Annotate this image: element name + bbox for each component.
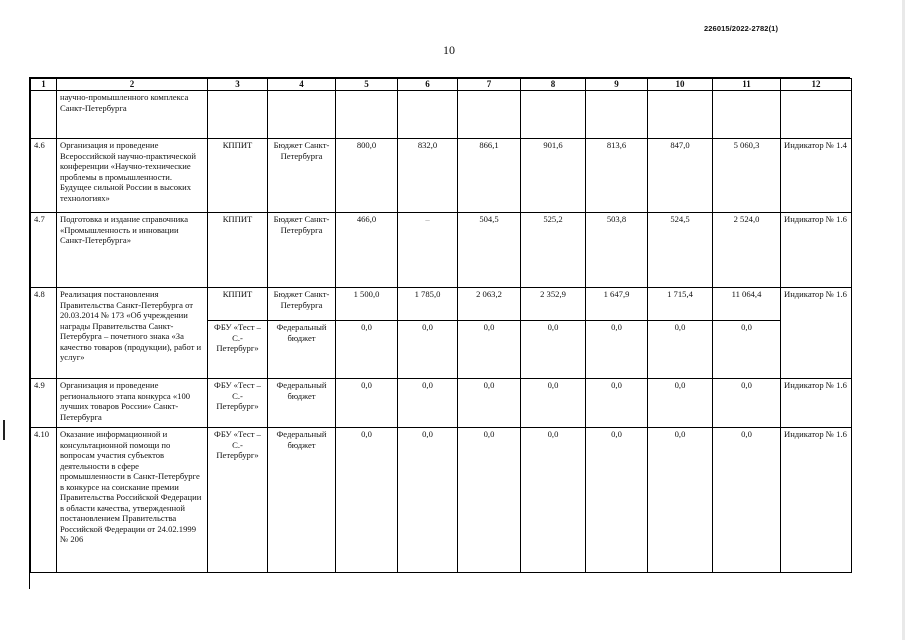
indicator: Индикатор № 1.6 [781, 379, 852, 428]
value-col8: 0,0 [521, 379, 586, 428]
activity-name: Подготовка и издание справочника «Промышленность и инновации Санкт-Петербурга» [57, 213, 208, 288]
row-number: 4.6 [31, 139, 57, 213]
value-col7: 2 063,2 [458, 288, 521, 321]
executor: ФБУ «Тест – С.-Петербург» [208, 379, 268, 428]
value-col5: 1 500,0 [336, 288, 398, 321]
value-col10: 524,5 [648, 213, 713, 288]
value-col7: 0,0 [458, 321, 521, 379]
value-col6: 0,0 [398, 379, 458, 428]
scan-margin-mark [3, 420, 5, 440]
value-col6 [398, 91, 458, 139]
table-row [31, 428, 852, 573]
table-row [31, 139, 852, 213]
header-cell: 10 [648, 79, 713, 91]
value-col9: 813,6 [586, 139, 648, 213]
executor: ФБУ «Тест – С.-Петербург» [208, 428, 268, 573]
program-table-container [29, 77, 850, 589]
row-number: 4.10 [31, 428, 57, 573]
indicator: Индикатор № 1.6 [781, 288, 852, 379]
activity-name: Реализация постановления Правительства Санкт-Петербурга от 20.03.2014 № 173 «Об учреждении награды Правительства Санкт-Петербурга – почетного знака «За качество товаров (продукции), работ и услуг» [57, 288, 208, 379]
executor [208, 91, 268, 139]
value-col8: 0,0 [521, 321, 586, 379]
indicator: Индикатор № 1.6 [781, 213, 852, 288]
value-total: 0,0 [713, 428, 781, 573]
value-col10: 0,0 [648, 379, 713, 428]
value-col6: 0,0 [398, 428, 458, 573]
funding-source: Федеральный бюджет [268, 428, 336, 573]
funding-source: Бюджет Санкт-Петербурга [268, 288, 336, 321]
value-col8: 2 352,9 [521, 288, 586, 321]
value-col7: 0,0 [458, 428, 521, 573]
funding-source: Бюджет Санкт-Петербурга [268, 139, 336, 213]
value-total [713, 91, 781, 139]
funding-source [268, 91, 336, 139]
value-col10: 847,0 [648, 139, 713, 213]
row-number: 4.9 [31, 379, 57, 428]
value-col8 [521, 91, 586, 139]
value-col5: 800,0 [336, 139, 398, 213]
value-total: 0,0 [713, 321, 781, 379]
value-col8: 0,0 [521, 428, 586, 573]
table-row [31, 288, 852, 321]
page-number: 10 [443, 43, 455, 57]
value-col7: 504,5 [458, 213, 521, 288]
header-cell: 6 [398, 79, 458, 91]
value-col6: 0,0 [398, 321, 458, 379]
value-col7: 866,1 [458, 139, 521, 213]
header-row [31, 79, 852, 91]
header-cell: 2 [57, 79, 208, 91]
header-cell: 11 [713, 79, 781, 91]
value-col7 [458, 91, 521, 139]
value-col6: 1 785,0 [398, 288, 458, 321]
value-col10: 0,0 [648, 428, 713, 573]
table-row [31, 213, 852, 288]
row-number: 4.8 [31, 288, 57, 379]
value-col5: 466,0 [336, 213, 398, 288]
document-id: 226015/2022-2782(1) [704, 24, 779, 33]
indicator: Индикатор № 1.6 [781, 428, 852, 573]
value-col8: 525,2 [521, 213, 586, 288]
header-cell: 8 [521, 79, 586, 91]
header-cell: 12 [781, 79, 852, 91]
header-cell: 4 [268, 79, 336, 91]
header-cell: 3 [208, 79, 268, 91]
value-col7: 0,0 [458, 379, 521, 428]
row-number [31, 91, 57, 139]
executor: КППИТ [208, 288, 268, 321]
row-number: 4.7 [31, 213, 57, 288]
header-cell: 5 [336, 79, 398, 91]
value-col5: 0,0 [336, 379, 398, 428]
value-col10: 0,0 [648, 321, 713, 379]
value-col9: 0,0 [586, 428, 648, 573]
executor: КППИТ [208, 213, 268, 288]
value-col5 [336, 91, 398, 139]
indicator [781, 91, 852, 139]
funding-source: Бюджет Санкт-Петербурга [268, 213, 336, 288]
value-col8: 901,6 [521, 139, 586, 213]
program-table [30, 78, 852, 573]
value-col9 [586, 91, 648, 139]
value-col5: 0,0 [336, 321, 398, 379]
indicator: Индикатор № 1.4 [781, 139, 852, 213]
executor: КППИТ [208, 139, 268, 213]
value-col6: 832,0 [398, 139, 458, 213]
executor: ФБУ «Тест – С.-Петербург» [208, 321, 268, 379]
activity-name: Оказание информационной и консультационной помощи по вопросам участия субъектов деятельности в сфере промышленности в Санкт-Петербурге в конкурсе на соискание премии Правительства Российской Федерации в области качества, утвержденной постановлением Правительства Российской Федерации от 24.02.1999 № 206 [57, 428, 208, 573]
activity-name: научно-промышленного комплекса Санкт-Петербурга [57, 91, 208, 139]
value-total: 2 524,0 [713, 213, 781, 288]
table-row [31, 379, 852, 428]
value-total: 5 060,3 [713, 139, 781, 213]
header-cell: 7 [458, 79, 521, 91]
funding-source: Федеральный бюджет [268, 321, 336, 379]
value-col10 [648, 91, 713, 139]
table-row [31, 91, 852, 139]
value-col9: 0,0 [586, 379, 648, 428]
header-cell: 9 [586, 79, 648, 91]
activity-name: Организация и проведение Всероссийской научно-практической конференции «Научно-технические проблемы в промышленности. Будущее сильной России в высоких технологиях» [57, 139, 208, 213]
header-cell: 1 [31, 79, 57, 91]
value-col10: 1 715,4 [648, 288, 713, 321]
activity-name: Организация и проведение регионального этапа конкурса «100 лучших товаров России» Санкт-Петербурга [57, 379, 208, 428]
value-col9: 0,0 [586, 321, 648, 379]
value-total: 0,0 [713, 379, 781, 428]
value-total: 11 064,4 [713, 288, 781, 321]
funding-source: Федеральный бюджет [268, 379, 336, 428]
value-col9: 1 647,9 [586, 288, 648, 321]
value-col6: – [398, 213, 458, 288]
value-col5: 0,0 [336, 428, 398, 573]
value-col9: 503,8 [586, 213, 648, 288]
